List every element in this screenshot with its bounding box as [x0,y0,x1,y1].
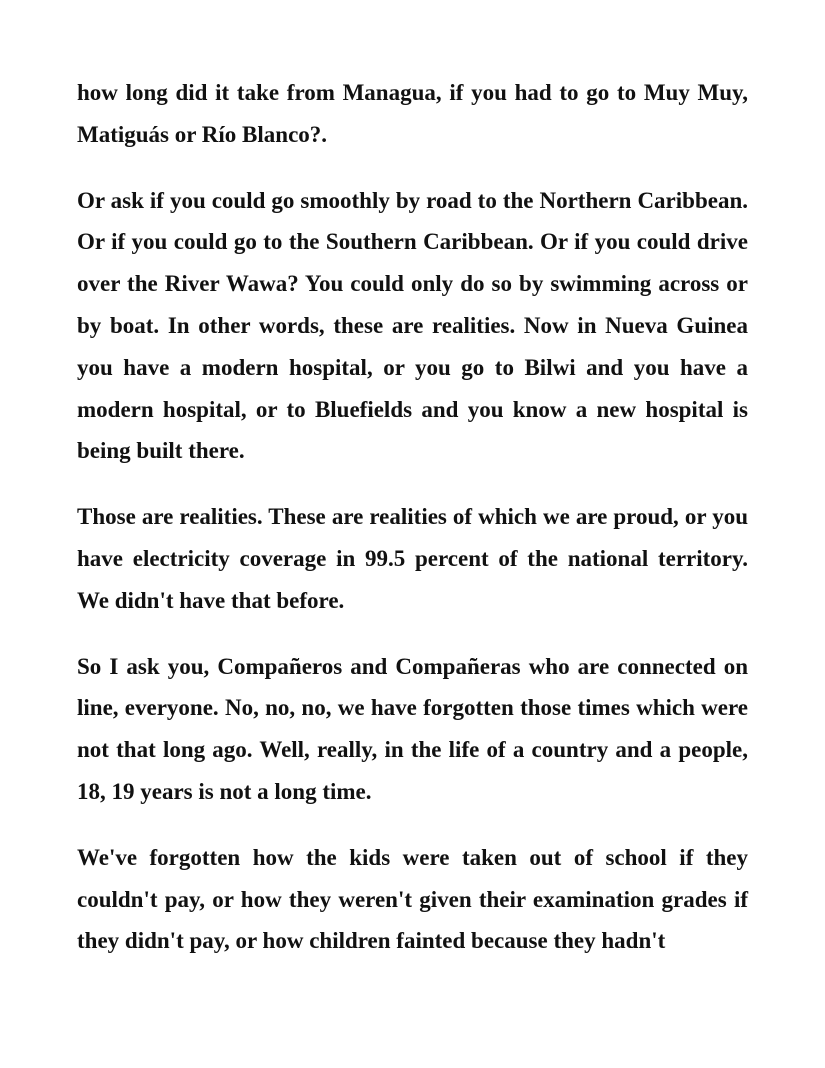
paragraph-4: So I ask you, Compañeros and Compañeras who are connected on line, everyone. No, no, no, we have forgotten those times which were not that long ago. Well, really, in the life of a country and a people, 18, 19 years is not a long time. [77,653,748,804]
paragraph-3: Those are realities. These are realities of which we are proud, or you have electricity coverage in 99.5 percent of the national territory. We didn't have that before. [77,504,748,613]
document-page [77,72,748,986]
paragraph-1: how long did it take from Managua, if you had to go to Muy Muy, Matiguás or Río Blanco?. [77,80,748,147]
paragraph-5: We've forgotten how the kids were taken out of school if they couldn't pay, or how they weren't given their examination grades if they didn't pay, or how children fainted because they hadn't [77,844,748,954]
paragraph-2: Or ask if you could go smoothly by road to the Northern Caribbean. Or if you could go to the Southern Caribbean. Or if you could drive over the River Wawa? You could only do so by swimming across or by boat. In other words, these are realities. Now in Nueva Guinea you have a modern hospital, or you go to Bilwi and you have a modern hospital, or to Bluefields and you know a new hospital is being built there. [77,187,748,464]
